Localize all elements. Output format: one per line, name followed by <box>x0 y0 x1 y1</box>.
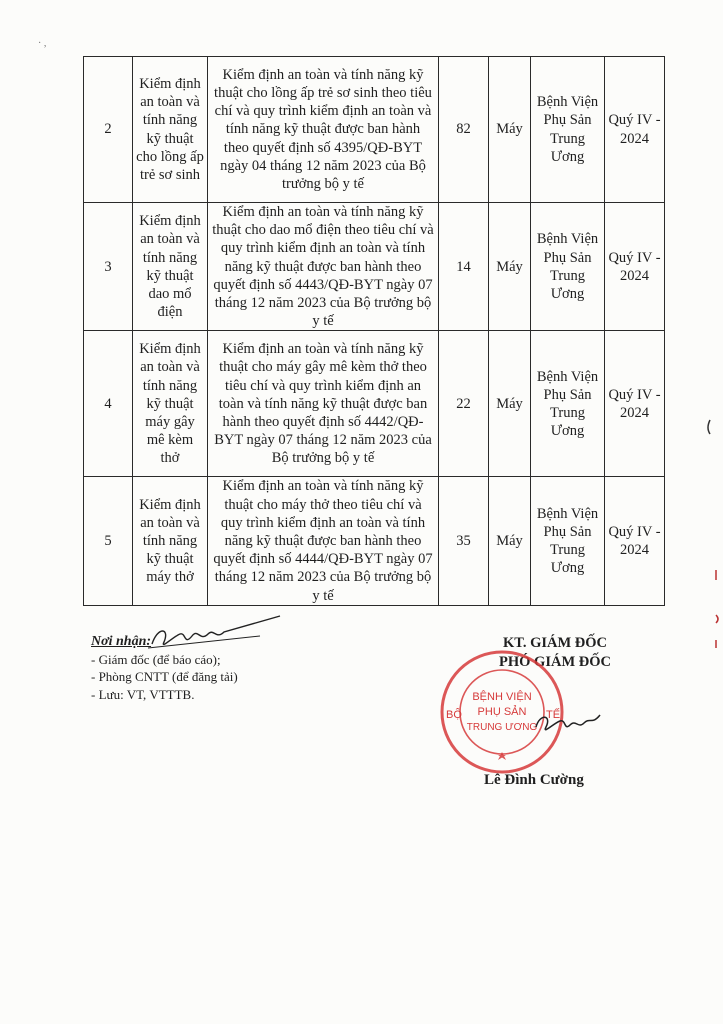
cell-no: 3 <box>84 203 133 331</box>
cell-location: Bệnh Viện Phụ Sản Trung Ương <box>531 477 605 605</box>
cell-location: Bệnh Viện Phụ Sản Trung Ương <box>531 331 605 477</box>
stamp-text-line1: BỆNH VIỆN <box>472 691 532 703</box>
cell-location: Bệnh Viện Phụ Sản Trung Ương <box>531 203 605 331</box>
scan-speck: · , <box>38 38 47 49</box>
cell-period: Quý IV - 2024 <box>605 203 665 331</box>
cell-quantity: 82 <box>439 57 489 203</box>
recipients-block <box>91 633 238 703</box>
cell-description: Kiểm định an toàn và tính năng kỹ thuật cho máy thở theo tiêu chí và quy trình kiểm định an toàn và tính năng kỹ thuật được ban hành theo quyết định số 4444/QĐ-BYT ngày 07 tháng 12 năm 2023 của Bộ trưởng bộ y tế <box>208 477 439 605</box>
cell-period: Quý IV - 2024 <box>605 477 665 605</box>
signer-name: Lê Đình Cường <box>484 772 584 788</box>
cell-item: Kiểm định an toàn và tính năng kỹ thuật dao mổ điện <box>133 203 208 331</box>
signature-title-line2: PHÓ GIÁM ĐỐC <box>499 654 611 670</box>
cell-location: Bệnh Viện Phụ Sản Trung Ương <box>531 57 605 203</box>
cell-item: Kiểm định an toàn và tính năng kỹ thuật máy thở <box>133 477 208 605</box>
handwritten-signature <box>530 695 610 745</box>
cell-period: Quý IV - 2024 <box>605 57 665 203</box>
stamp-text-line2: PHỤ SẢN <box>477 706 527 718</box>
recipients-heading: Nơi nhận: <box>91 634 152 649</box>
cell-period: Quý IV - 2024 <box>605 331 665 477</box>
cell-quantity: 22 <box>439 331 489 477</box>
cell-description: Kiểm định an toàn và tính năng kỹ thuật cho lồng ấp trẻ sơ sinh theo tiêu chí và quy trình kiểm định an toàn và tính năng kỹ thuật được ban hành theo quyết định số 4395/QĐ-BYT ngày 04 tháng 12 năm 2023 của Bộ trưởng bộ y tế <box>208 57 439 203</box>
cell-no: 5 <box>84 477 133 605</box>
recipient-item: - Lưu: VT, VTTTB. <box>91 686 195 702</box>
signature-title-line1: KT. GIÁM ĐỐC <box>502 635 608 651</box>
table-row <box>84 57 665 203</box>
cell-description: Kiểm định an toàn và tính năng kỹ thuật cho dao mổ điện theo tiêu chí và quy trình kiểm định an toàn và tính năng kỹ thuật được ban hành theo quyết định số 4443/QĐ-BYT ngày 07 tháng 12 năm 2023 của Bộ trưởng bộ y tế <box>208 203 439 331</box>
stamp-text-line3: TRUNG ƯƠNG <box>466 722 538 733</box>
recipient-item: - Phòng CNTT (để đăng tải) <box>91 669 238 684</box>
cell-no: 4 <box>84 331 133 477</box>
cell-unit: Máy <box>489 477 531 605</box>
stamp-text-left: BỘ <box>446 709 462 721</box>
cell-no: 2 <box>84 57 133 203</box>
cell-quantity: 14 <box>439 203 489 331</box>
table-row <box>84 331 665 477</box>
cell-unit: Máy <box>489 203 531 331</box>
stamp-text-right: TẾ <box>546 709 561 721</box>
cell-item: Kiểm định an toàn và tính năng kỹ thuật cho lồng ấp trẻ sơ sinh <box>133 57 208 203</box>
cell-unit: Máy <box>489 57 531 203</box>
table-row <box>84 477 665 605</box>
cell-unit: Máy <box>489 331 531 477</box>
equipment-inspection-table <box>83 56 665 606</box>
recipient-item: - Giám đốc (để báo cáo); <box>91 651 221 667</box>
cell-description: Kiểm định an toàn và tính năng kỹ thuật cho máy gây mê kèm thở theo tiêu chí và quy trình kiểm định an toàn và tính năng kỹ thuật được ban hành theo quyết định số 4442/QĐ-BYT ngày 07 tháng 12 năm 2023 của Bộ trưởng bộ y tế <box>208 331 439 477</box>
cell-quantity: 35 <box>439 477 489 605</box>
scan-edge-marks <box>690 400 723 700</box>
table-row <box>84 203 665 331</box>
cell-item: Kiểm định an toàn và tính năng kỹ thuật máy gây mê kèm thở <box>133 331 208 477</box>
